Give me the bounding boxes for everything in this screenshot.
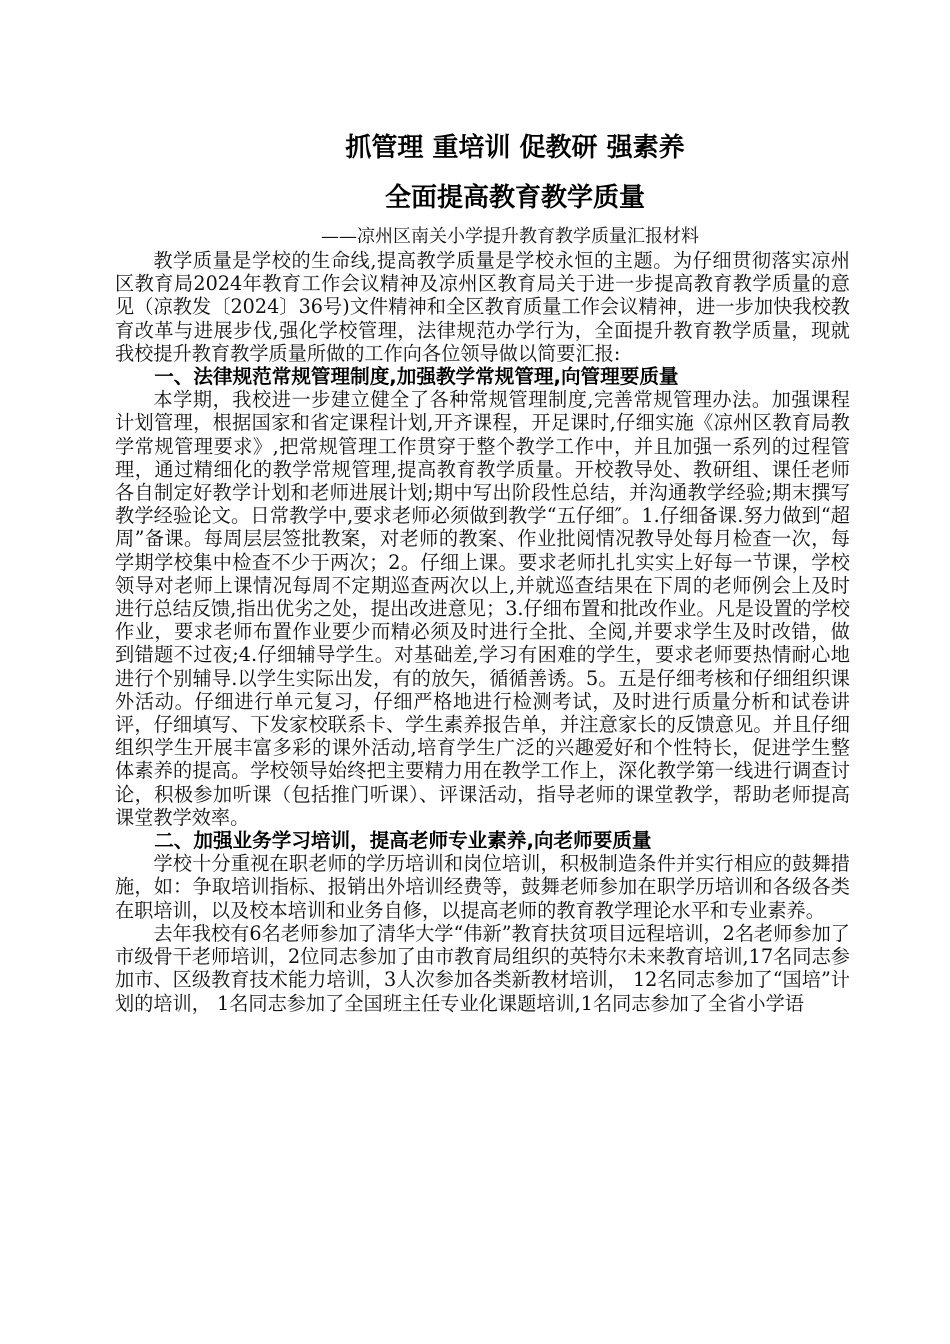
section1-heading: 一、法律规范常规管理制度,加强教学常规管理,向管理要质量 (154, 365, 679, 389)
intro-paragraph: 教学质量是学校的生命线,提高教学质量是学校永恒的主题。为仔细贯彻落实凉州区教育局2024年教育工作会议精神及凉州区教育局关于进一步提高教育教学质量的意见（凉教发〔2024〕36号)文件精神和全区教育质量工作会议精神，进一步加快我校教育改革与进展步伐,强化学校管理，法律规范办学行为，全面提升教育教学质量，现就我校提升教育教学质量所做的工作向各位领导做以简要汇报: (115, 249, 850, 365)
document-title-line1: 抓管理 重培训 促教研 强素养 (345, 133, 685, 163)
section2-paragraph-1: 学校十分重视在职老师的学历培训和岗位培训，积极制造条件并实行相应的鼓舞措施，如：争取培训指标、报销出外培训经费等，鼓舞老师参加在职学历培训和各级各类在职培训，以及校本培训和业务自修，以提高老师的教育教学理论水平和专业素养。 (115, 852, 850, 922)
document-body (115, 249, 850, 1015)
document-subtitle: ——凉州区南关小学提升教育教学质量汇报材料 (321, 226, 699, 247)
section2-paragraph-2: 去年我校有6名老师参加了清华大学“伟新”教育扶贫项目远程培训，2名老师参加了市级骨干老师培训，2位同志参加了由市教育局组织的英特尔未来教育培训,17名同志参加市、区级教育技术能力培训，3人次参加各类新教材培训， 12名同志参加了“国培”计划的培训， 1名同志参加了全国班主任专业化课题培训,1名同志参加了全省小学语 (115, 921, 850, 1015)
section2-heading: 二、加强业务学习培训，提高老师专业素养,向老师要质量 (154, 829, 652, 853)
document-title-line2: 全面提高教育教学质量 (384, 183, 645, 213)
section1-paragraph: 本学期，我校进一步建立健全了各种常规管理制度,完善常规管理办法。加强课程计划管理，根据国家和省定课程计划,开齐课程，开足课时,仔细实施《凉州区教育局教学常规管理要求》,把常规管理工作贯穿于整个教学工作中，并且加强一系列的过程管理，通过精细化的教学常规管理,提高教育教学质量。开校教导处、教研组、课任老师各自制定好教学计划和老师进展计划;期中写出阶段性总结，并沟通教学经验;期末撰写教学经验论文。日常教学中,要求老师必须做到教学“五仔细″。1.仔细备课.努力做到“超周”备课。每周层层签批教案，对老师的教案、作业批阅情况教导处每月检查一次，每学期学校集中检查不少于两次；2。仔细上课。要求老师扎扎实实上好每一节课，学校领导对老师上课情况每周不定期巡查两次以上,并就巡查结果在下周的老师例会上及时进行总结反馈,指出优劣之处，提出改进意见；3.仔细布置和批改作业。凡是设置的学校作业，要求老师布置作业要少而精必须及时进行全批、全阅,并要求学生及时改错，做到错题不过夜;4.仔细辅导学生。对基础差,学习有困难的学生，要求老师要热情耐心地进行个别辅导.以学生实际出发，有的放矢，循循善诱。5。五是仔细考核和仔细组织课外活动。仔细进行单元复习，仔细严格地进行检测考试，及时进行质量分析和试卷讲评，仔细填写、下发家校联系卡、学生素养报告单，并注意家长的反馈意见。并且仔细组织学生开展丰富多彩的课外活动,培育学生广泛的兴趣爱好和个性特长，促进学生整体素养的提高。学校领导始终把主要精力用在教学工作上，深化教学第一线进行调查讨论，积极参加听课（包括推门听课）、评课活动，指导老师的课堂教学，帮助老师提高课堂教学效率。 (115, 388, 850, 829)
